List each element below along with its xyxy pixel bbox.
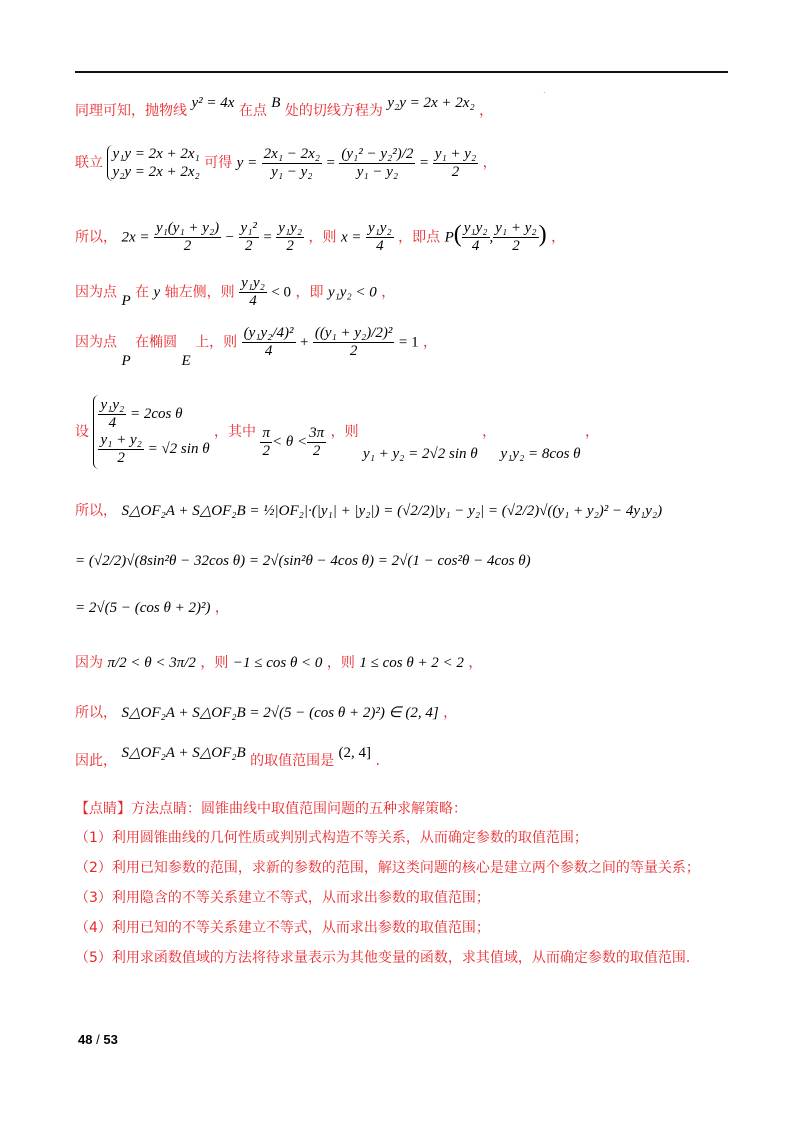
inequality: < 0 — [271, 284, 292, 301]
point-label: B — [271, 95, 281, 111]
numerator: y₁y₂ — [241, 275, 265, 291]
point-label: P — [121, 292, 131, 309]
text: ， — [482, 424, 497, 440]
fraction — [260, 425, 272, 460]
numerator: y₁² — [240, 220, 257, 236]
solution-line-2: 联立 y₁y = 2x + 2x₁ y₂y = 2x + 2x₂ 可得 y = $\frac{\text{2x₁ − 2x₂}}{\text{y₁ − y₂}}$ = $\frac{\text{(y₁² − y₂²)/2}}{\text{y₁ − y₂}}$ = $\frac{\text{y₁ + y₂}}{2}$ ， — [75, 145, 497, 180]
inequality: −1 ≤ cos θ < 0 — [232, 655, 323, 671]
fraction — [462, 220, 490, 255]
range: (2, 4] — [338, 745, 372, 761]
solution-line-3: 所以， 2x = $\frac{\text{y₁(y₁ + y₂)}}{2}$ − $\frac{\text{y₁²}}{2}$ = $\frac{\text{y₁y₂}}{2}$ ，则 x = $\frac{\text{y₁y₂}}{4}$ ，即点 P( $\frac{\text{y₁y₂}}{4}$ , $\frac{\text{y₁ + y₂}}{2}$ ) ， — [75, 220, 566, 254]
denominator: y₁ − y₂ — [271, 163, 313, 180]
numerator: (y₁² − y₂²)/2 — [341, 145, 414, 162]
denominator: 2 — [262, 442, 270, 459]
numerator: 3π — [309, 424, 325, 441]
text: 因此， — [75, 753, 117, 769]
tip-item-4: （4）利用已知的不等关系建立不等式，从而求出参数的取值范围； — [75, 920, 490, 936]
inequality: y₁y₂ < 0 — [327, 284, 377, 301]
text: 在点 — [238, 103, 267, 119]
denominator: 4 — [264, 343, 273, 359]
denominator: 2 — [286, 238, 294, 254]
text: 在 — [135, 284, 150, 301]
text: 处的切线方程为 — [284, 103, 383, 119]
denominator: 4 — [108, 415, 117, 431]
tip-item-1: （1）利用圆锥曲线的几何性质或判别式构造不等关系，从而确定参数的取值范围； — [75, 830, 588, 846]
solution-line-8 — [75, 553, 531, 570]
text: 上，则 — [195, 334, 238, 351]
point-label: P — [121, 352, 131, 369]
equation: = 2cos θ — [129, 405, 183, 422]
fraction — [239, 275, 267, 310]
text: ，则 — [200, 655, 229, 671]
total-pages: 53 — [103, 1032, 118, 1047]
denominator: 4 — [376, 238, 384, 254]
text: ，即 — [295, 284, 324, 301]
numerator: ((y₁ + y₂)/2)² — [314, 325, 393, 341]
text: ， — [482, 155, 497, 171]
text: 因为点 — [75, 284, 117, 301]
tip-item-3: （3）利用隐含的不等关系建立不等式，从而求出参数的取值范围； — [75, 890, 490, 906]
tip-item-2: （2）利用已知参数的范围，求新的参数的范围，解这类问题的核心是建立两个参数之间的等量关系； — [75, 860, 700, 876]
page-number — [78, 1032, 118, 1047]
equation: = 1 — [398, 334, 419, 351]
equation: 2x = — [121, 229, 150, 246]
denominator: 4 — [471, 238, 480, 254]
denominator: 2 — [244, 238, 253, 254]
denominator: y₁ − y₂ — [356, 163, 399, 180]
text: 同理可知，抛物线 — [75, 103, 187, 119]
numerator: y₁y₂ — [278, 220, 303, 236]
text: 因为点 — [75, 334, 117, 351]
text: . — [375, 753, 380, 769]
text: ， — [479, 103, 494, 119]
text: ， — [214, 600, 229, 616]
text: 在椭圆 — [135, 334, 178, 351]
equation: S△OF₂A + S△OF₂B = 2√(5 − (cos θ + 2)²) ∈ (2, 4] — [121, 705, 439, 721]
fraction — [493, 220, 538, 255]
numerator: y₁ + y₂ — [100, 432, 142, 448]
text: ， — [443, 705, 458, 721]
equation: y₁y = 2x + 2x₁ — [112, 146, 200, 162]
fraction — [313, 325, 395, 360]
text: 可得 — [204, 155, 233, 171]
solution-line-9 — [75, 597, 229, 617]
text: ，则 — [326, 655, 355, 671]
text: ， — [584, 424, 599, 440]
equation: S△OF₂A + S△OF₂B = ½|OF₂|·(|y₁| + |y₂|) = (√2/2)|y₁ − y₂| = (√2/2)√((y₁ + y₂)² − 4y₁y₂) — [121, 503, 663, 519]
text: ， — [468, 655, 483, 671]
numerator: y₁y₂ — [367, 220, 392, 236]
inequality: 1 ≤ cos θ + 2 < 2 — [359, 655, 464, 671]
numerator: y₁(y₁ + y₂) — [155, 220, 220, 236]
equation: = 2√(5 − (cos θ + 2)²) — [75, 600, 211, 616]
equation: y₁ + y₂ = 2√2 sin θ — [363, 446, 478, 462]
numerator: y₁ + y₂ — [495, 220, 537, 236]
numerator: y₁y₂ — [100, 397, 125, 413]
point-label: P — [444, 229, 454, 246]
text: 所以， — [75, 705, 117, 721]
equation: = (√2/2)√(8sin²θ − 32cos θ) = 2√(sin²θ − 4cos θ) = 2√(1 − cos²θ − 4cos θ) — [75, 553, 531, 569]
denominator: 2 — [512, 238, 520, 254]
equation-system — [93, 395, 209, 469]
denominator: 2 — [117, 450, 125, 466]
equation: y₁y₂ = 8cos θ — [500, 446, 581, 462]
numerator: (y₁y₂/4)² — [243, 325, 294, 341]
text: ，即点 — [398, 229, 441, 246]
text: ， — [551, 229, 566, 246]
current-page: 48 — [78, 1032, 93, 1047]
equation: = √2 sin θ — [147, 440, 210, 457]
fraction — [262, 146, 322, 181]
text: ，则 — [330, 424, 359, 440]
denominator: 2 — [451, 163, 460, 180]
text: ，则 — [308, 229, 337, 246]
equation: x = — [340, 229, 362, 246]
solution-line-7 — [75, 500, 662, 520]
fraction — [339, 146, 415, 181]
solution-line-12 — [75, 745, 380, 770]
numerator: y₁ + y₂ — [434, 145, 477, 162]
fraction — [239, 220, 259, 255]
numerator: 2x₁ − 2x₂ — [263, 145, 321, 162]
header-rule — [75, 71, 728, 73]
text: 联立 — [75, 155, 103, 171]
solution-line-6 — [75, 395, 599, 469]
axis-label: y — [153, 284, 161, 301]
text: 设 — [75, 424, 89, 440]
inequality: < θ < — [271, 434, 308, 450]
denominator: 2 — [349, 343, 358, 359]
equation: y₂y = 2x + 2x₂ — [387, 95, 475, 111]
text: 的取值范围是 — [250, 753, 335, 769]
tip-item-5: （5）利用求函数值域的方法将待求量表示为其他变量的函数，求其值域，从而确定参数的取值范围. — [75, 950, 691, 966]
fraction — [154, 220, 221, 255]
denominator: 4 — [249, 293, 257, 309]
denominator: 2 — [312, 442, 321, 459]
equation: y₂y = 2x + 2x₂ — [112, 164, 200, 180]
inequality: π/2 < θ < 3π/2 — [107, 655, 196, 671]
text: 因为 — [75, 655, 103, 671]
solution-line-11 — [75, 702, 457, 722]
equation: S△OF₂A + S△OF₂B — [121, 745, 246, 761]
tip-heading: 【点睛】方法点睛：圆锥曲线中取值范围问题的五种求解策略： — [75, 801, 467, 817]
solution-line-10 — [75, 652, 482, 672]
text: 所以， — [75, 229, 117, 246]
text: ， — [381, 284, 396, 301]
fraction — [98, 432, 143, 467]
fraction — [433, 146, 478, 181]
page-separator: / — [96, 1032, 100, 1047]
ellipse-label: E — [181, 352, 191, 369]
text: ，其中 — [214, 424, 257, 440]
denominator: 2 — [183, 238, 192, 254]
text: 所以， — [75, 503, 117, 519]
equation: y² = 4x — [191, 95, 235, 111]
numerator: y₁y₂ — [463, 220, 488, 236]
text: 轴左侧，则 — [164, 284, 235, 301]
fraction — [276, 220, 304, 255]
fraction — [307, 425, 326, 460]
text: ， — [423, 334, 438, 351]
fraction — [98, 397, 126, 432]
solution-line-5: 因为点 P 在椭圆 E 上，则 $\frac{\text{(y₁y₂/4)²}}{4}$ + $\frac{\text{((y₁ + y₂)/2)²}}{2}$ = 1 ， — [75, 325, 438, 369]
fraction — [242, 325, 296, 360]
header-mark: . — [543, 86, 546, 95]
numerator: π — [262, 424, 270, 441]
equation: y = — [236, 155, 258, 171]
solution-line-1 — [75, 95, 494, 120]
solution-line-4 — [75, 275, 395, 310]
equation-system — [107, 145, 199, 181]
fraction — [366, 220, 394, 255]
